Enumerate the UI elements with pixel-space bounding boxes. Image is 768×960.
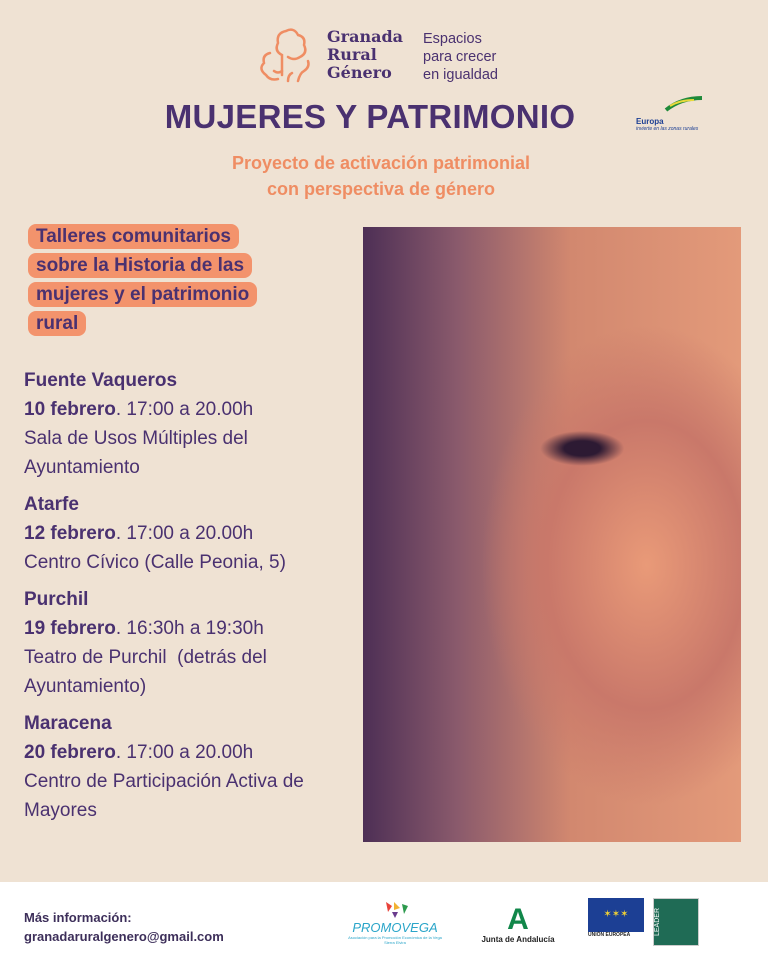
event-town: Fuente Vaqueros <box>24 370 178 391</box>
contact-email[interactable]: granadaruralgenero@gmail.com <box>24 929 224 944</box>
event-list <box>24 366 354 833</box>
junta-a-icon: A <box>507 903 529 936</box>
eu-logo <box>588 898 644 938</box>
subtitle-line: con perspectiva de género <box>266 179 496 199</box>
event-time: . 17:00 a 20.00h <box>115 399 254 420</box>
europa-logo <box>636 96 706 132</box>
event-date: 10 febrero <box>24 399 116 420</box>
brand-name <box>327 28 403 82</box>
granada-rural-genero-logo-icon <box>258 25 318 85</box>
event-date: 20 febrero <box>24 742 116 763</box>
event-time: . 16:30h a 19:30h <box>115 618 264 639</box>
elderly-woman-photo <box>363 227 741 842</box>
brand-line: Granada <box>327 27 404 46</box>
event-item <box>24 490 354 577</box>
workshop-title-box <box>28 222 286 338</box>
info-label: Más información: <box>24 910 132 925</box>
event-item <box>24 585 354 701</box>
event-town: Maracena <box>24 713 112 734</box>
event-place: Sala de Usos Múltiples del Ayuntamiento <box>24 428 248 478</box>
junta-text: Junta de Andalucía <box>481 935 555 944</box>
subtitle-line: Proyecto de activación patrimonial <box>231 153 531 173</box>
event-place: Teatro de Purchil (detrás del Ayuntamiento) <box>24 647 272 697</box>
eu-text: UNIÓN EUROPEA <box>588 932 631 938</box>
europa-text: Europa <box>636 117 664 126</box>
subtitle <box>0 150 762 202</box>
europa-subtext: invierte en las zonas rurales <box>636 126 699 132</box>
tagline-line: Espacios <box>423 31 482 47</box>
promovega-text: PROMOVEGA <box>352 920 438 935</box>
leader-logo <box>653 898 699 946</box>
event-town: Atarfe <box>24 494 79 515</box>
brand-line: Género <box>327 63 392 82</box>
promovega-subtext: Asociación para la Promoción Económica de la Vega Sierra Elvira <box>348 935 442 945</box>
event-place: Centro de Participación Activa de Mayores <box>24 771 304 821</box>
event-date: 12 febrero <box>24 523 116 544</box>
event-item <box>24 709 354 825</box>
event-time: . 17:00 a 20.00h <box>115 742 254 763</box>
event-item <box>24 366 354 482</box>
event-town: Purchil <box>24 589 89 610</box>
eu-flag-icon: ✶✶✶ <box>588 898 644 932</box>
promovega-mosaic-icon <box>380 900 410 918</box>
leader-text: LEADER <box>654 908 661 937</box>
event-date: 19 febrero <box>24 618 116 639</box>
promovega-logo <box>345 900 445 945</box>
tagline-line: en igualdad <box>423 67 498 83</box>
brand-tagline <box>423 30 498 84</box>
page-title: MUJERES Y PATRIMONIO <box>164 98 576 135</box>
tagline-line: para crecer <box>423 49 497 65</box>
workshop-title: Talleres comunitarios sobre la Historia de las mujeres y el patrimonio rural <box>28 224 257 336</box>
event-place: Centro Cívico (Calle Peonia, 5) <box>24 552 286 573</box>
contact-info <box>24 908 224 946</box>
junta-andalucia-logo <box>478 905 558 944</box>
event-time: . 17:00 a 20.00h <box>115 523 254 544</box>
europa-swoosh-icon <box>636 96 706 112</box>
brand-line: Rural <box>327 45 377 64</box>
